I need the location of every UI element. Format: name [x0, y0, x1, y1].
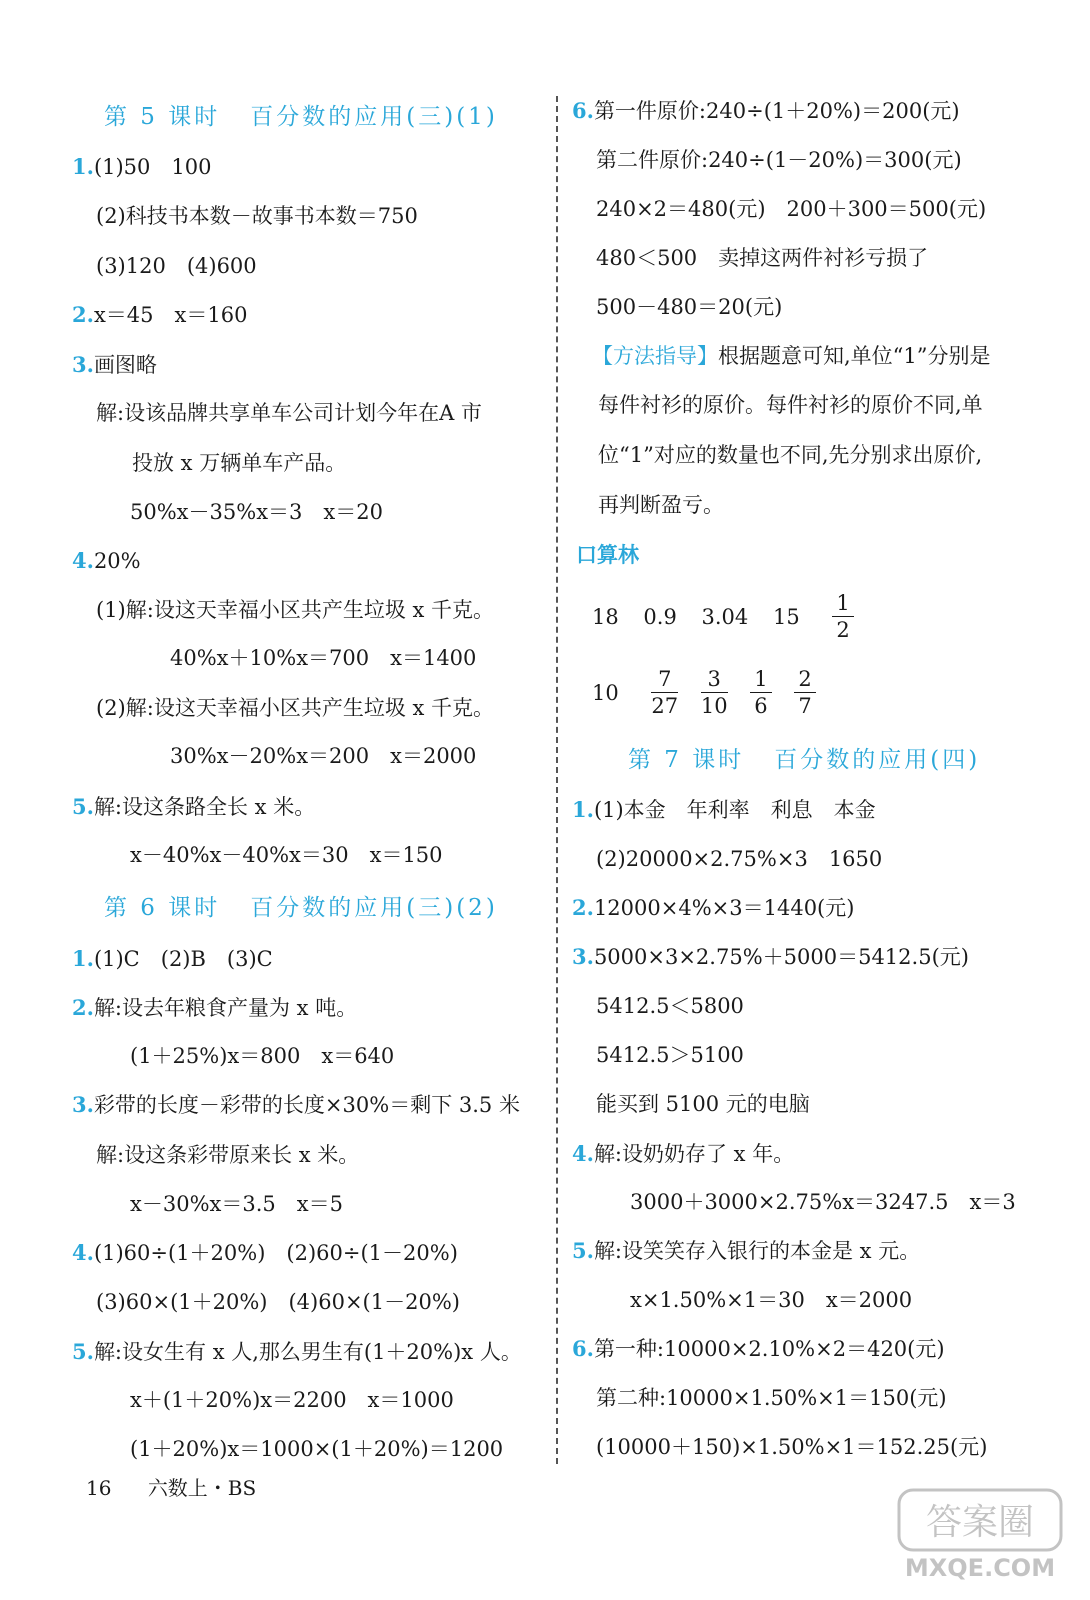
- lesson-topic: 百分数的应用(三)(2): [250, 895, 498, 921]
- question-number: 5.: [72, 1339, 94, 1364]
- answer-line: 5412.5＜5800: [596, 994, 744, 1018]
- question-number: 1.: [572, 797, 594, 822]
- answer-line: 50%x－35%x＝3 x＝20: [130, 500, 383, 524]
- kousuan-answer: 10: [592, 680, 619, 705]
- answer-text: (1)50 100: [93, 155, 212, 179]
- question-number: 2.: [572, 895, 594, 920]
- numerator: 3: [701, 666, 728, 693]
- section-title-lesson5: [104, 102, 498, 132]
- question-number: 1.: [72, 946, 94, 971]
- lesson-topic: 百分数的应用(四): [774, 747, 981, 773]
- answer-text: (1)C (2)B (3)C: [93, 947, 273, 971]
- kousuan-answer: 18: [592, 604, 619, 629]
- denominator: 2: [836, 618, 850, 642]
- answer-text: 解:设这条路全长 x 米。: [93, 795, 316, 819]
- question-number: 3.: [572, 944, 594, 969]
- fraction: [794, 666, 815, 719]
- denominator: 7: [798, 694, 812, 718]
- numerator: 1: [832, 590, 853, 617]
- fraction: [651, 666, 678, 719]
- answer-text: 20%: [93, 549, 141, 573]
- answer-text: 12000×4%×3＝1440(元): [593, 896, 855, 920]
- section-title-lesson7: [628, 745, 980, 775]
- answer-line: 500－480＝20(元): [596, 295, 783, 319]
- question-number: 2.: [72, 995, 94, 1020]
- answer-line: x－40%x－40%x＝30 x＝150: [130, 843, 443, 867]
- book-label: 六数上・BS: [147, 1476, 257, 1500]
- answer-line: [572, 795, 876, 825]
- lesson-label: 第 7 课时: [628, 747, 745, 773]
- method-tip-text: 每件衬衫的原价。每件衬衫的原价不同,单: [598, 393, 983, 417]
- method-tip-text: 位“1”对应的数量也不同,先分别求出原价,: [598, 443, 983, 467]
- denominator: 10: [700, 694, 728, 718]
- lesson-topic: 百分数的应用(三)(1): [250, 104, 498, 130]
- answer-line: 能买到 5100 元的电脑: [596, 1092, 810, 1116]
- question-number: 4.: [72, 1240, 94, 1265]
- lesson-label: 第 6 课时: [104, 895, 221, 921]
- answer-text: x＝45 x＝160: [93, 303, 248, 327]
- answer-line: [72, 1337, 522, 1367]
- denominator: 6: [754, 694, 768, 718]
- question-number: 5.: [72, 794, 94, 819]
- answer-text: 第一件原价:240÷(1＋20%)＝200(元): [593, 99, 960, 123]
- kousuan-answer: 0.9: [643, 604, 677, 629]
- question-number: 2.: [72, 302, 94, 327]
- answer-line: 240×2＝480(元) 200＋300＝500(元): [596, 197, 987, 221]
- kousuan-title: 口算林: [576, 542, 639, 567]
- answer-line: 5412.5＞5100: [596, 1043, 744, 1067]
- answer-line: 解:设这条彩带原来长 x 米。: [96, 1143, 360, 1167]
- answer-line: (10000＋150)×1.50%×1＝152.25(元): [596, 1435, 988, 1459]
- method-tip-text: 再判断盈亏。: [598, 493, 724, 517]
- answer-line: (1＋25%)x＝800 x＝640: [130, 1044, 395, 1068]
- answer-line: 30%x－20%x＝200 x＝2000: [170, 744, 477, 768]
- kousuan-answer: 15: [772, 604, 800, 629]
- method-tip-label: 【方法指导】: [592, 344, 718, 368]
- answer-text: 5000×3×2.75%＋5000＝5412.5(元): [593, 945, 969, 969]
- answer-text: 解:设女生有 x 人,那么男生有(1＋20%)x 人。: [93, 1340, 522, 1364]
- denominator: 27: [651, 694, 679, 718]
- kousuan-row-1: [592, 590, 862, 643]
- answer-line: 40%x＋10%x＝700 x＝1400: [170, 646, 477, 670]
- lesson-label: 第 5 课时: [104, 104, 221, 130]
- answer-line: (1＋20%)x＝1000×(1＋20%)＝1200: [130, 1437, 504, 1461]
- answer-line: [72, 546, 141, 576]
- fraction: [750, 666, 771, 719]
- fraction: [832, 590, 853, 643]
- question-number: 4.: [572, 1141, 594, 1166]
- fraction: [701, 666, 728, 719]
- answer-line: [572, 1139, 794, 1169]
- answer-line: (3)120 (4)600: [96, 254, 257, 278]
- section-title-lesson6: [104, 893, 498, 923]
- answer-line: 解:设该品牌共享单车公司计划今年在A 市: [96, 401, 482, 425]
- answer-line: x×1.50%×1＝30 x＝2000: [630, 1288, 913, 1312]
- answer-line: 第二件原价:240÷(1－20%)＝300(元): [596, 148, 962, 172]
- answer-text: (1)60÷(1＋20%) (2)60÷(1－20%): [93, 1241, 458, 1265]
- numerator: 7: [651, 666, 678, 693]
- question-number: 6.: [572, 1336, 594, 1361]
- answer-line: [72, 350, 157, 380]
- answer-line: x＋(1＋20%)x＝2200 x＝1000: [130, 1388, 454, 1412]
- answer-line: [72, 792, 315, 822]
- answer-line: [72, 944, 273, 974]
- answer-text: 第一种:10000×2.10%×2＝420(元): [593, 1337, 945, 1361]
- question-number: 5.: [572, 1238, 594, 1263]
- answer-line: [572, 893, 854, 923]
- answer-line: (1)解:设这天幸福小区共产生垃圾 x 千克。: [96, 598, 495, 622]
- question-number: 6.: [572, 98, 594, 123]
- kousuan-answer: 3.04: [701, 604, 749, 629]
- question-number: 4.: [72, 548, 94, 573]
- watermark-site: MXQE.COM: [904, 1554, 1056, 1582]
- answer-line: [72, 993, 357, 1023]
- answer-line: [572, 942, 969, 972]
- question-number: 3.: [72, 1092, 94, 1117]
- answer-line: 3000＋3000×2.75%x＝3247.5 x＝3: [630, 1190, 1016, 1214]
- answer-text: 解:设去年粮食产量为 x 吨。: [93, 996, 358, 1020]
- answer-line: [572, 1334, 945, 1364]
- answer-line: [72, 152, 212, 182]
- answer-line: 投放 x 万辆单车产品。: [132, 451, 347, 475]
- answer-line: 480＜500 卖掉这两件衬衫亏损了: [596, 246, 929, 270]
- answer-text: 画图略: [93, 353, 157, 377]
- answer-line: [72, 1090, 520, 1120]
- answer-line: (3)60×(1＋20%) (4)60×(1－20%): [96, 1290, 460, 1314]
- numerator: 1: [750, 666, 771, 693]
- answer-line: [572, 96, 960, 126]
- question-number: 3.: [72, 352, 94, 377]
- answer-text: (1)本金 年利率 利息 本金: [593, 798, 876, 822]
- answer-text: 解:设笑笑存入银行的本金是 x 元。: [593, 1239, 921, 1263]
- answer-line: [72, 300, 247, 330]
- method-tip: [592, 341, 991, 371]
- answer-line: x－30%x＝3.5 x＝5: [130, 1192, 343, 1216]
- column-divider: [556, 96, 558, 1464]
- numerator: 2: [794, 666, 815, 693]
- kousuan-row-2: [592, 666, 824, 719]
- answer-line: (2)解:设这天幸福小区共产生垃圾 x 千克。: [96, 696, 495, 720]
- question-number: 1.: [72, 154, 94, 179]
- method-tip-text: 根据题意可知,单位“1”分别是: [718, 344, 991, 368]
- answer-line: (2)科技书本数－故事书本数＝750: [96, 204, 418, 228]
- watermark-logo: [895, 1484, 1065, 1584]
- answer-line: [572, 1236, 920, 1266]
- answer-line: [72, 1238, 458, 1268]
- page-number: 16: [86, 1476, 112, 1500]
- answer-text: 彩带的长度－彩带的长度×30%＝剩下 3.5 米: [93, 1093, 520, 1117]
- answer-text: 解:设奶奶存了 x 年。: [593, 1142, 795, 1166]
- page-footer: [86, 1472, 286, 1501]
- answer-line: (2)20000×2.75%×3 1650: [596, 847, 883, 871]
- watermark-text: 答案圈: [925, 1502, 1035, 1543]
- answer-line: 第二种:10000×1.50%×1＝150(元): [596, 1386, 947, 1410]
